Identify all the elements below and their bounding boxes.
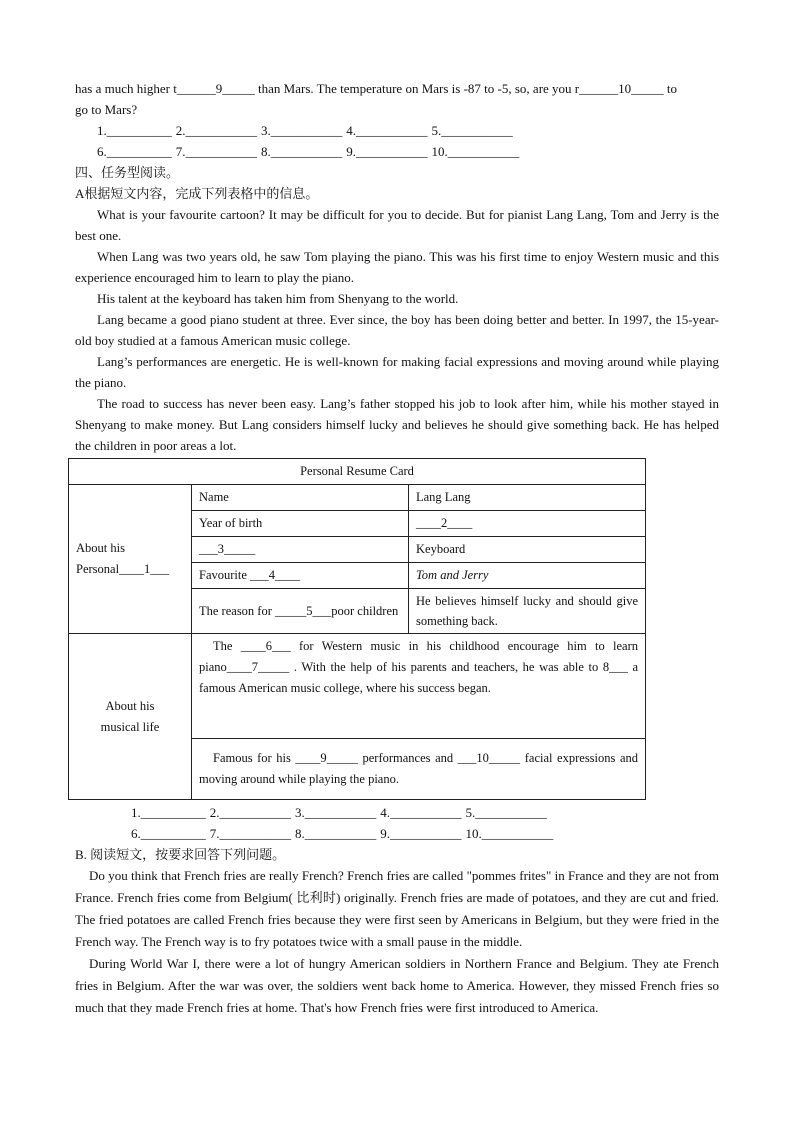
answer-row-top-1 — [75, 120, 719, 141]
reason-label[interactable]: The reason for _____5___poor children — [192, 589, 409, 634]
card-title: Personal Resume Card — [69, 459, 646, 485]
passage-a-paragraph: Lang’s performances are energetic. He is well-known for making facial expressions and moving around while playing the piano. — [75, 354, 719, 390]
answer-row-card-2 — [75, 823, 719, 844]
answer-row-top-2 — [75, 141, 719, 162]
part-b-instruction: B. 阅读短文，按要求回答下列问题。 — [75, 847, 286, 862]
answer-blank[interactable]: 1.__________ — [97, 123, 172, 138]
answer-blank[interactable]: 7.___________ — [175, 144, 257, 159]
answer-blank[interactable]: 6.__________ — [131, 826, 206, 841]
answer-blank[interactable]: 9.___________ — [346, 144, 428, 159]
answer-blank[interactable]: 8.___________ — [295, 826, 377, 841]
musical-text-2[interactable]: Famous for his ____9_____ performances and ___10_____ facial expressions and moving around while playing the piano. — [192, 739, 646, 800]
passage-a-paragraph: When Lang was two years old, he saw Tom playing the piano. This was his first time to enjoy Western music and this experience encouraged him to learn to play the piano. — [75, 249, 719, 285]
resume-card-table — [68, 458, 646, 800]
passage-a-paragraph: Lang became a good piano student at three. Ever since, the boy has been doing better and better. In 1997, the 15-year-old boy studied at a famous American music college. — [75, 312, 719, 348]
favourite-label[interactable]: Favourite ___4____ — [192, 563, 409, 589]
answer-blank[interactable]: 2.___________ — [209, 805, 291, 820]
passage-line-1: has a much higher t______9_____ than Mars. The temperature on Mars is -87 to -5, so, are you r______10_____ to — [75, 81, 677, 96]
name-label: Name — [192, 485, 409, 511]
reason-value: He believes himself lucky and should give something back. — [409, 589, 646, 634]
answer-blank[interactable]: 4.___________ — [346, 123, 428, 138]
about-musical-cell: About his musical life — [69, 634, 192, 800]
answer-blank[interactable]: 1.__________ — [131, 805, 206, 820]
answer-blank[interactable]: 3.___________ — [261, 123, 343, 138]
passage-a-paragraph: What is your favourite cartoon? It may be difficult for you to decide. But for pianist Lang Lang, Tom and Jerry is the best one. — [75, 207, 719, 243]
birth-label: Year of birth — [192, 511, 409, 537]
answer-blank[interactable]: 3.___________ — [295, 805, 377, 820]
answer-blank[interactable]: 8.___________ — [261, 144, 343, 159]
favourite-value: Tom and Jerry — [409, 563, 646, 589]
answer-blank[interactable]: 5.___________ — [465, 805, 547, 820]
keyboard-value: Keyboard — [409, 537, 646, 563]
answer-blank[interactable]: 4.___________ — [380, 805, 462, 820]
section-heading: 四、任务型阅读。 — [75, 165, 180, 180]
birth-blank[interactable]: ____2____ — [409, 511, 646, 537]
worksheet-page — [75, 78, 719, 1019]
answer-blank[interactable]: 6.__________ — [97, 144, 172, 159]
passage-b-paragraph: During World War I, there were a lot of hungry American soldiers in Northern France and Belgium. They ate French fries in Belgium. After the war was over, the soldiers went back home to America. However, they missed French fries so much that they made French fries at home. That's how French fries were first introduced to America. — [75, 956, 719, 1015]
musical-text-1[interactable]: The ____6___ for Western music in his childhood encourage him to learn piano____7_____ . With the help of his parents and teachers, he was able to 8___ a famous American music college, where his success began. — [192, 634, 646, 739]
answer-blank[interactable]: 5.___________ — [431, 123, 513, 138]
name-value: Lang Lang — [409, 485, 646, 511]
part-a-instruction: A根据短文内容，完成下列表格中的信息。 — [75, 186, 319, 201]
answer-blank[interactable]: 2.___________ — [175, 123, 257, 138]
about-personal-cell: About his Personal____1___ — [69, 485, 192, 634]
answer-blank[interactable]: 9.___________ — [380, 826, 462, 841]
passage-line-2: go to Mars? — [75, 102, 138, 117]
passage-b-paragraph: Do you think that French fries are really French? French fries are called "pommes frites" in France and they are not from France. French fries come from Belgium( 比利时) originally. French fries are made of potatoes, and they are cut and fried. The fried potatoes are called French fries because they were first seen by Americans in Belgium, but they were fried in the French way. The French way is to fry potatoes twice with a small pause in the middle. — [75, 868, 719, 949]
answer-blank[interactable]: 7.___________ — [209, 826, 291, 841]
passage-a-paragraph: The road to success has never been easy. Lang’s father stopped his job to look after him, while his mother stayed in Shenyang to make money. But Lang considers himself lucky and believes he should give something back. He has helped the children in poor areas a lot. — [75, 396, 719, 453]
answer-blank[interactable]: 10.___________ — [465, 826, 554, 841]
answer-row-card-1 — [75, 802, 719, 823]
answer-blank[interactable]: 10.___________ — [431, 144, 520, 159]
passage-a-paragraph: His talent at the keyboard has taken him from Shenyang to the world. — [97, 291, 459, 306]
blank-3[interactable]: ___3_____ — [192, 537, 409, 563]
